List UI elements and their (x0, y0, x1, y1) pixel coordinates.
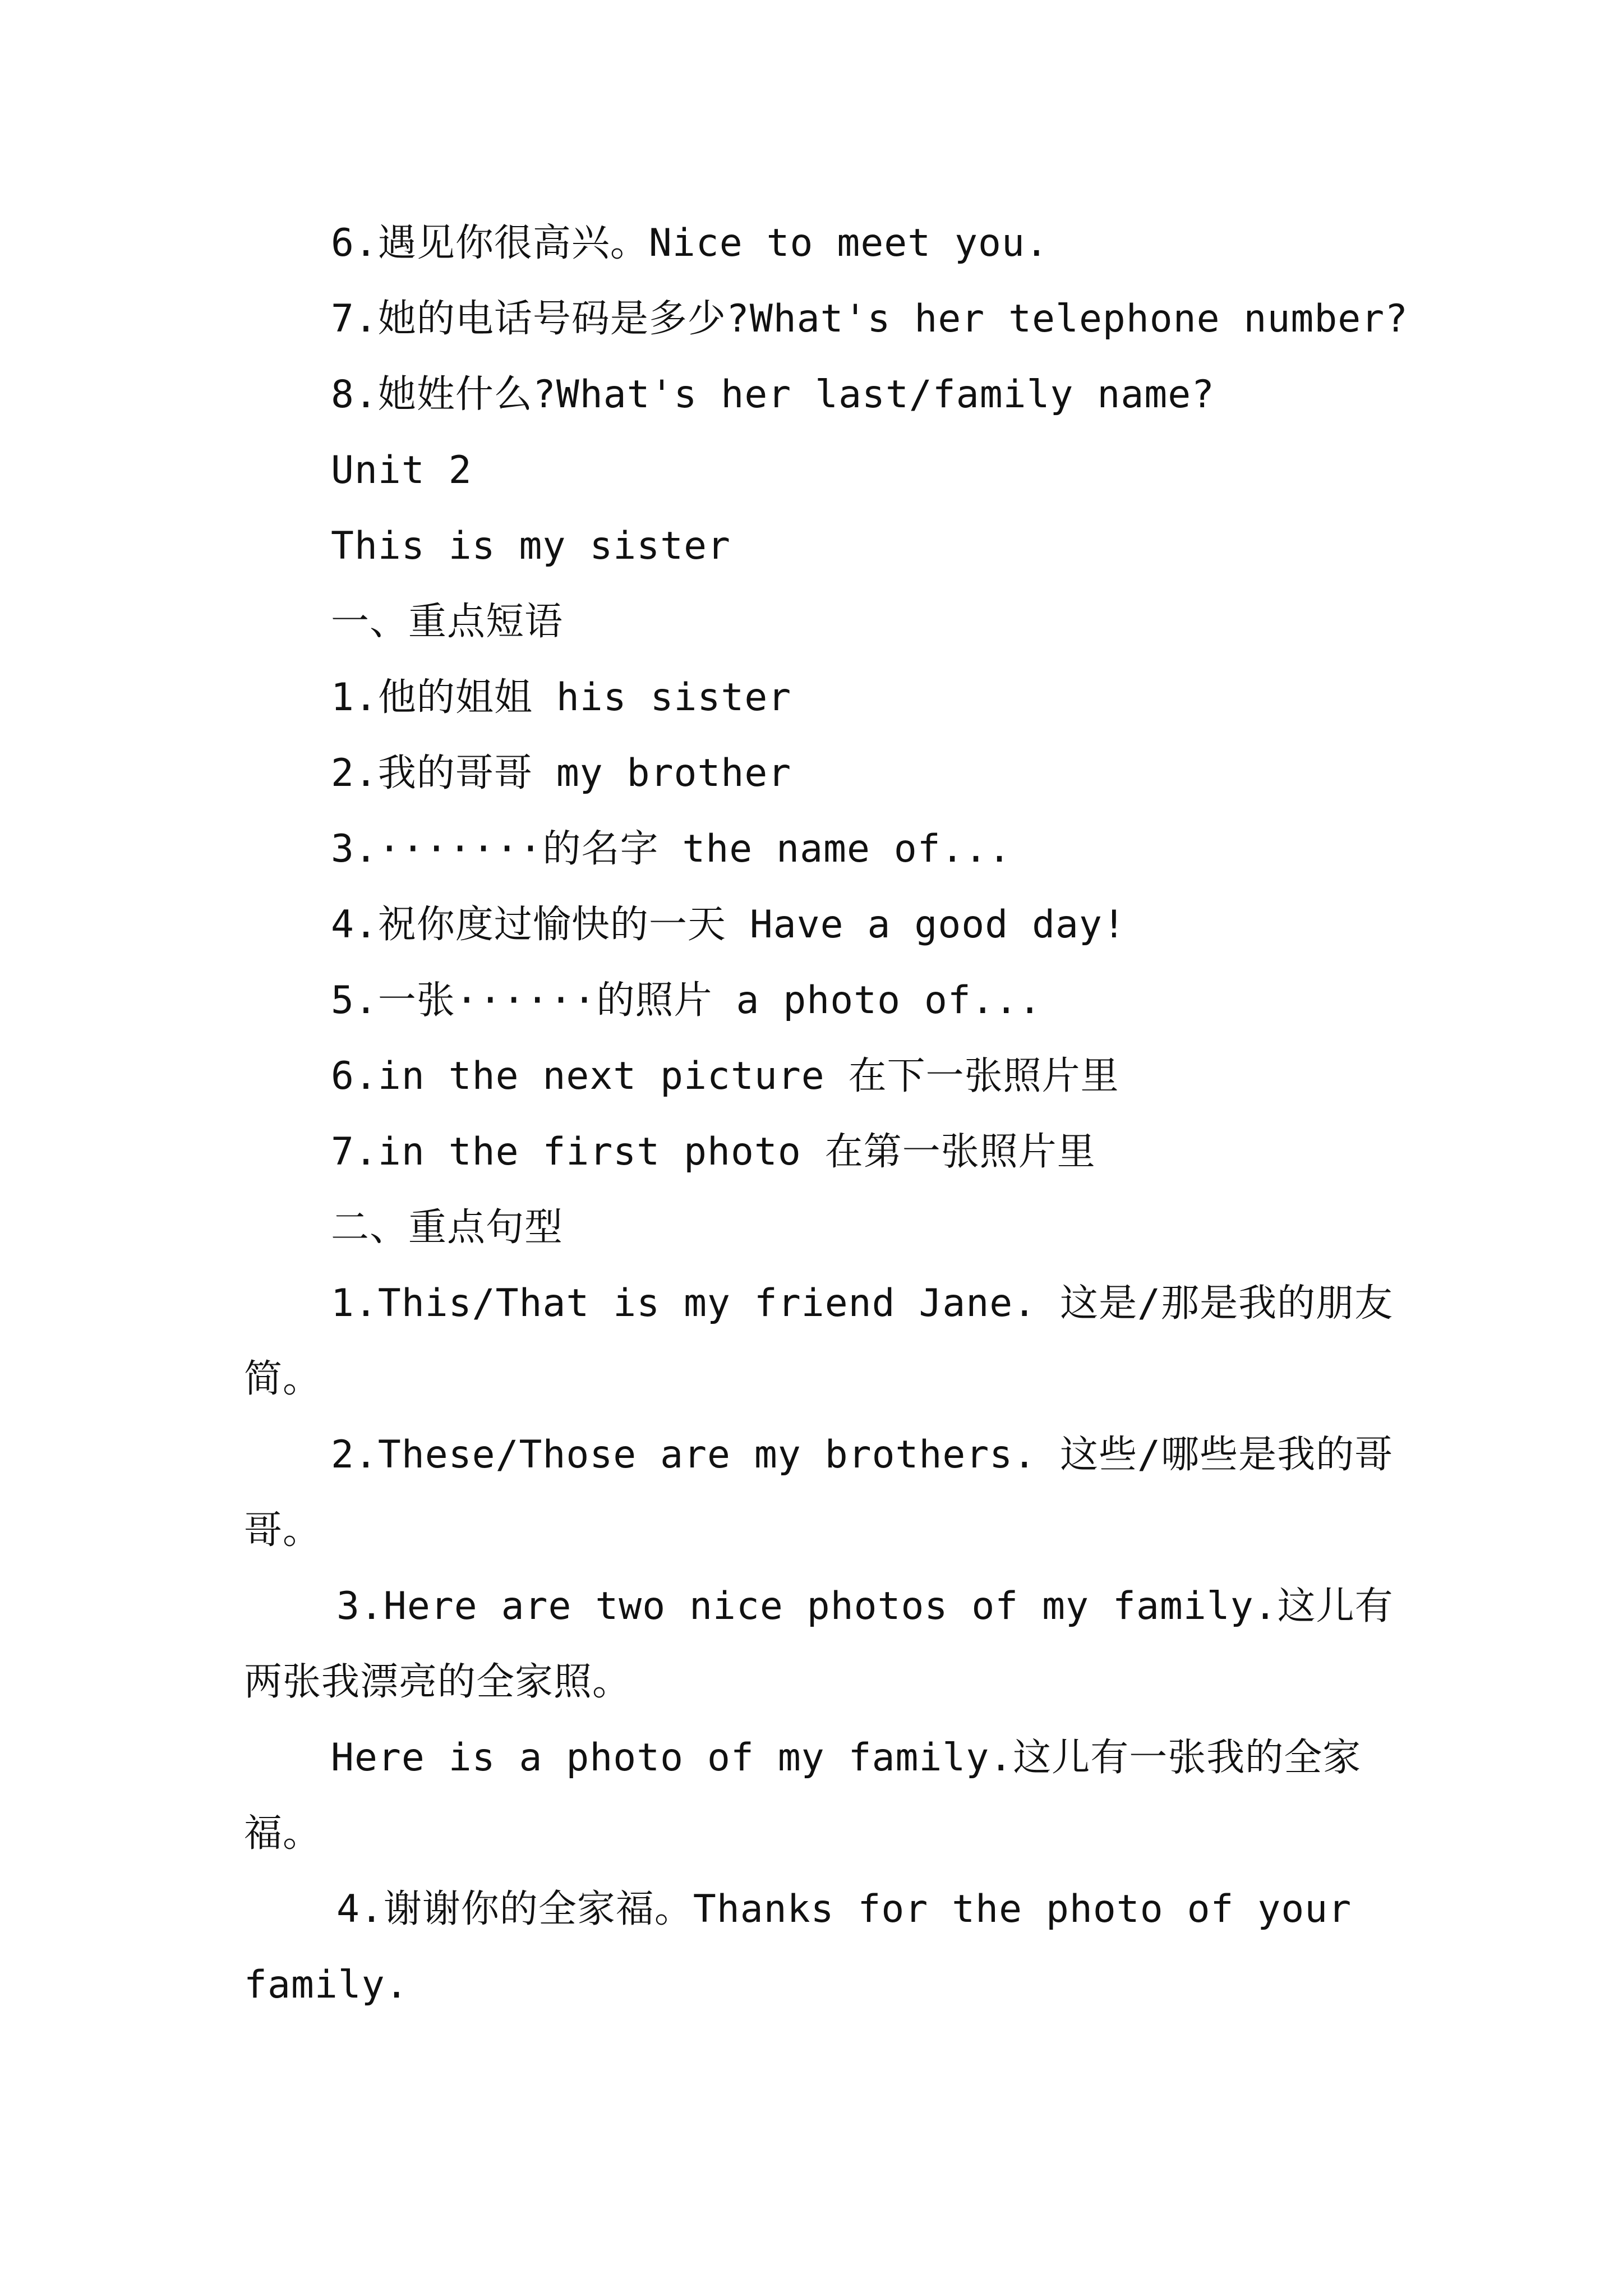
phrase-item: 2.我的哥哥 my brother (331, 751, 792, 795)
sentence-item: 4.谢谢你的全家福。Thanks for the photo of your (336, 1887, 1352, 1931)
unit-heading: Unit 2 (331, 448, 472, 493)
text-line: 8.她姓什么?What's her last/family name? (331, 372, 1215, 417)
phrase-item: 1.他的姐姐 his sister (331, 675, 792, 720)
sentence-item-continuation: 两张我漂亮的全家照。 (244, 1660, 631, 1704)
text-line: 7.她的电话号码是多少?What's her telephone number? (331, 297, 1409, 341)
sentence-item-continuation: 福。 (244, 1811, 322, 1856)
sentence-item-continuation: 哥。 (244, 1508, 322, 1553)
phrase-item: 3.·······的名字 the name of... (331, 827, 1012, 871)
section-heading: 二、重点句型 (331, 1205, 564, 1250)
sentence-item: 3.Here are two nice photos of my family.这儿有 (336, 1584, 1394, 1628)
text-line: 6.遇见你很高兴。Nice to meet you. (331, 221, 1049, 265)
sentence-item-continuation: family. (244, 1963, 409, 2007)
sentence-item-continuation: 简。 (244, 1357, 322, 1401)
phrase-item: 4.祝你度过愉快的一天 Have a good day! (331, 903, 1126, 947)
sentence-item: 2.These/Those are my brothers. 这些/哪些是我的哥 (331, 1433, 1394, 1477)
section-heading: 一、重点短语 (331, 600, 564, 644)
phrase-item: 6.in the next picture 在下一张照片里 (331, 1054, 1119, 1098)
phrase-item: 7.in the first photo 在第一张照片里 (331, 1130, 1096, 1174)
sentence-item: Here is a photo of my family.这儿有一张我的全家 (331, 1736, 1362, 1780)
unit-title: This is my sister (331, 524, 731, 568)
phrase-item: 5.一张······的照片 a photo of... (331, 978, 1042, 1023)
sentence-item: 1.This/That is my friend Jane. 这是/那是我的朋友 (331, 1281, 1394, 1326)
